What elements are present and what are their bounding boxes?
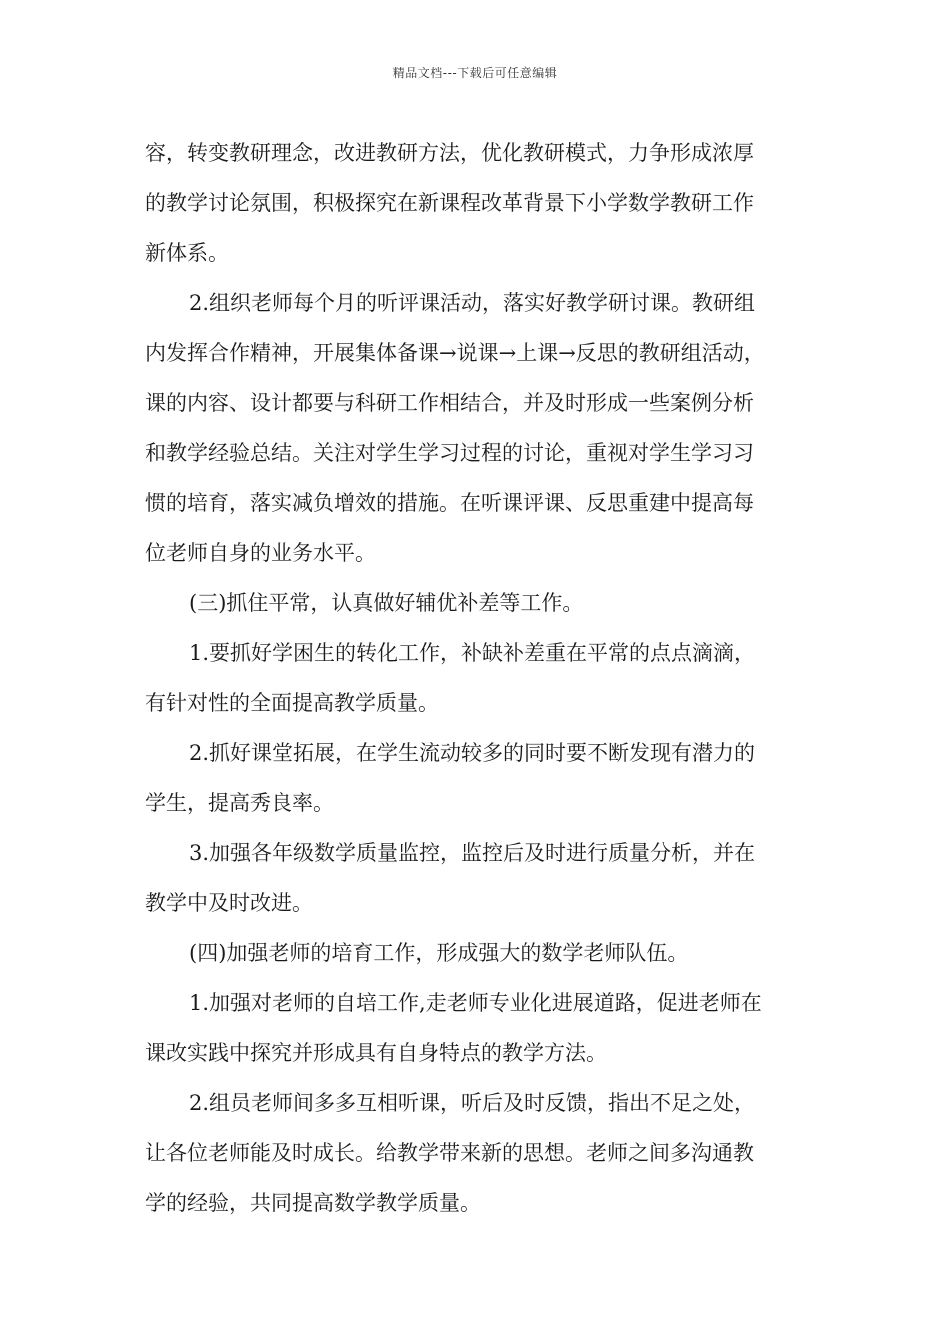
text-line: 学生，提高秀良率。 <box>145 791 334 815</box>
text-line: 新体系。 <box>145 241 229 265</box>
text-line: 课的内容、设计都要与科研工作相结合，并及时形成一些案例分析 <box>145 391 754 415</box>
text-line: 内发挥合作精神，开展集体备课→说课→上课→反思的教研组活动， <box>145 341 765 365</box>
text-line: 1.要抓好学困生的转化工作，补缺补差重在平常的点点滴滴， <box>189 641 756 665</box>
text-line: (四)加强老师的培育工作，形成强大的数学老师队伍。 <box>189 941 689 965</box>
text-line: 课改实践中探究并形成具有自身特点的教学方法。 <box>145 1041 607 1065</box>
text-line: 学的经验，共同提高数学教学质量。 <box>145 1191 481 1215</box>
document-body <box>145 128 810 1228</box>
page-header: 精品文档---下载后可任意编辑 <box>392 66 558 80</box>
text-line: 教学中及时改进。 <box>145 891 313 915</box>
text-line: 让各位老师能及时成长。给教学带来新的思想。老师之间多沟通教 <box>145 1141 754 1165</box>
text-line: 惯的培育，落实减负增效的措施。在听课评课、反思重建中提高每 <box>145 491 754 515</box>
text-line: 的教学讨论氛围，积极探究在新课程改革背景下小学数学教研工作 <box>145 191 754 215</box>
text-line: 位老师自身的业务水平。 <box>145 541 376 565</box>
text-line: (三)抓住平常，认真做好辅优补差等工作。 <box>189 591 584 615</box>
text-line: 1.加强对老师的自培工作,走老师专业化进展道路，促进老师在 <box>189 991 762 1015</box>
text-line: 和教学经验总结。关注对学生学习过程的讨论，重视对学生学习习 <box>145 441 754 465</box>
text-line: 容，转变教研理念，改进教研方法，优化教研模式，力争形成浓厚 <box>145 141 754 165</box>
text-line: 3.加强各年级数学质量监控，监控后及时进行质量分析，并在 <box>189 841 756 865</box>
text-line: 2.组员老师间多多互相听课，听后及时反馈，指出不足之处， <box>189 1091 756 1115</box>
text-line: 2.抓好课堂拓展，在学生流动较多的同时要不断发现有潜力的 <box>189 741 756 765</box>
text-line: 有针对性的全面提高教学质量。 <box>145 691 439 715</box>
text-line: 2.组织老师每个月的听评课活动，落实好教学研讨课。教研组 <box>189 291 756 315</box>
